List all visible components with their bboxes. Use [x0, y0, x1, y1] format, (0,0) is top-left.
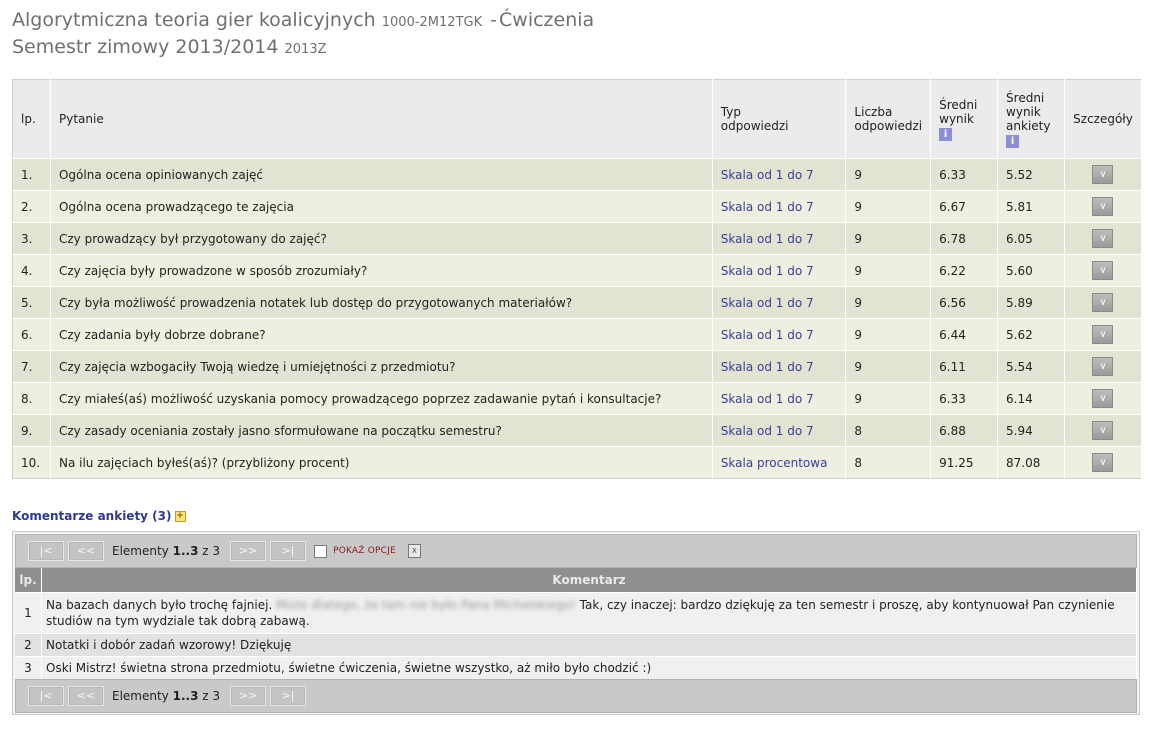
- question-text: Na ilu zajęciach byłeś(aś)? (przybliżony procent): [50, 447, 712, 479]
- answer-count: 8: [846, 447, 931, 479]
- question-text: Czy miałeś(aś) możliwość uzyskania pomocy prowadzącego poprzez zadawanie pytań i konsultacje?: [50, 383, 712, 415]
- redacted-text: Może dlatego, że tam nie było Pana Michalskiego!: [276, 598, 576, 612]
- question-lp: 3.: [13, 223, 51, 255]
- chevron-down-icon[interactable]: ∨: [1092, 261, 1113, 280]
- next-page-button[interactable]: >>: [230, 686, 266, 706]
- comment-text: [42, 593, 1137, 634]
- semester-code: 2013Z: [284, 42, 327, 57]
- elementy-range: 1..3: [172, 689, 199, 703]
- pagination-info: [112, 689, 220, 703]
- question-row: [13, 255, 1142, 287]
- col-header-typ: [712, 80, 846, 159]
- answer-count: 9: [846, 383, 931, 415]
- col-header-lp: lp.: [13, 80, 51, 159]
- course-title-line: [12, 8, 594, 35]
- details-cell: [1064, 383, 1141, 415]
- details-cell: [1064, 223, 1141, 255]
- question-text: Ogólna ocena opiniowanych zajęć: [50, 159, 712, 191]
- average-score: 6.88: [931, 415, 998, 447]
- expand-icon[interactable]: +: [176, 511, 184, 521]
- comment-lp: 3: [15, 657, 42, 680]
- answer-type-link[interactable]: Skala od 1 do 7: [712, 223, 846, 255]
- survey-average-score: 6.14: [998, 383, 1065, 415]
- col-header-typ-l2: odpowiedzi: [720, 119, 789, 133]
- answer-count: 8: [846, 415, 931, 447]
- question-row: [13, 383, 1142, 415]
- answer-count: 9: [846, 255, 931, 287]
- question-row: [13, 159, 1142, 191]
- average-score: 6.44: [931, 319, 998, 351]
- comments-nav-top: [15, 534, 1137, 568]
- question-lp: 1.: [13, 159, 51, 191]
- course-title: Algorytmiczna teoria gier koalicyjnych: [12, 9, 376, 31]
- details-cell: [1064, 191, 1141, 223]
- comment-text-part: Na bazach danych było trochę fajniej.: [46, 598, 273, 612]
- elementy-total: 3: [212, 689, 221, 703]
- answer-count: 9: [846, 319, 931, 351]
- average-score: 6.22: [931, 255, 998, 287]
- question-row: [13, 223, 1142, 255]
- questions-body: [13, 159, 1142, 479]
- question-lp: 5.: [13, 287, 51, 319]
- average-score: 6.78: [931, 223, 998, 255]
- answer-type-link[interactable]: Skala od 1 do 7: [712, 351, 846, 383]
- comment-row: [15, 593, 1137, 634]
- col-header-liczba-l1: Liczba: [854, 105, 893, 119]
- question-lp: 8.: [13, 383, 51, 415]
- answer-count: 9: [846, 159, 931, 191]
- col-header-komentarz: Komentarz: [42, 568, 1137, 593]
- average-score: 91.25: [931, 447, 998, 479]
- question-text: Czy zasady oceniania zostały jasno sformułowane na początku semestru?: [50, 415, 712, 447]
- chevron-down-icon[interactable]: ∨: [1092, 165, 1113, 184]
- question-text: Czy zajęcia były prowadzone w sposób zrozumiały?: [50, 255, 712, 287]
- prev-page-button[interactable]: <<: [68, 686, 104, 706]
- col-header-sa-l3: ankiety: [1006, 118, 1051, 133]
- average-score: 6.33: [931, 159, 998, 191]
- elementy-label: Elementy: [112, 689, 169, 703]
- comment-row: [15, 634, 1137, 657]
- survey-average-score: 5.60: [998, 255, 1065, 287]
- comment-lp: 1: [15, 593, 42, 634]
- question-row: [13, 319, 1142, 351]
- chevron-down-icon[interactable]: ∨: [1092, 197, 1113, 216]
- info-icon[interactable]: i: [939, 128, 952, 141]
- export-excel-icon[interactable]: X: [408, 544, 421, 558]
- comment-text-part: Tak, czy inaczej: bardzo dziękuję za ten semestr i proszę, aby kontynuował Pan czynienie studiów na tym wydziale tak dobrą zabawą.: [46, 598, 1115, 628]
- col-header-szczegoly: Szczegóły: [1064, 80, 1141, 159]
- comments-panel: [12, 531, 1140, 715]
- col-header-sredni-ankiety: [998, 80, 1065, 159]
- elementy-of: z: [202, 544, 209, 558]
- comment-lp: 2: [15, 634, 42, 657]
- col-header-liczba: [846, 80, 931, 159]
- page-header: [12, 8, 594, 62]
- question-row: [13, 415, 1142, 447]
- answer-count: 9: [846, 287, 931, 319]
- comments-nav-bottom: [15, 679, 1137, 713]
- last-page-button[interactable]: >|: [270, 686, 306, 706]
- comments-table: [15, 568, 1137, 679]
- answer-type-link[interactable]: Skala od 1 do 7: [712, 255, 846, 287]
- answer-type-link[interactable]: Skala od 1 do 7: [712, 383, 846, 415]
- survey-average-score: 5.62: [998, 319, 1065, 351]
- question-lp: 6.: [13, 319, 51, 351]
- survey-average-score: 5.52: [998, 159, 1065, 191]
- comment-text: Oski Mistrz! świetna strona przedmiotu, świetne ćwiczenia, świetne wszystko, aż miło było chodzić :): [42, 657, 1137, 680]
- chevron-down-icon[interactable]: ∨: [1092, 229, 1113, 248]
- question-lp: 9.: [13, 415, 51, 447]
- question-lp: 4.: [13, 255, 51, 287]
- first-page-button[interactable]: |<: [28, 541, 64, 561]
- last-page-button[interactable]: >|: [270, 541, 306, 561]
- show-options-label[interactable]: POKAŻ OPCJE: [333, 546, 396, 556]
- class-type: Ćwiczenia: [499, 9, 595, 31]
- answer-count: 9: [846, 351, 931, 383]
- question-row: [13, 191, 1142, 223]
- show-options-checkbox[interactable]: [314, 545, 327, 558]
- details-cell: [1064, 287, 1141, 319]
- title-separator: -: [490, 9, 498, 31]
- answer-type-link[interactable]: Skala od 1 do 7: [712, 159, 846, 191]
- chevron-down-icon[interactable]: ∨: [1092, 357, 1113, 376]
- question-lp: 10.: [13, 447, 51, 479]
- semester: Semestr zimowy 2013/2014: [12, 36, 279, 58]
- details-cell: [1064, 415, 1141, 447]
- col-header-typ-l1: Typ: [720, 105, 741, 119]
- elementy-range: 1..3: [172, 544, 199, 558]
- questions-table: [12, 79, 1142, 479]
- answer-count: 9: [846, 191, 931, 223]
- survey-average-score: 6.05: [998, 223, 1065, 255]
- question-row: [13, 287, 1142, 319]
- question-text: Czy prowadzący był przygotowany do zajęć?: [50, 223, 712, 255]
- average-score: 6.11: [931, 351, 998, 383]
- question-text: Czy zajęcia wzbogaciły Twoją wiedzę i umiejętności z przedmiotu?: [50, 351, 712, 383]
- semester-line: [12, 35, 594, 62]
- survey-average-score: 5.89: [998, 287, 1065, 319]
- answer-type-link[interactable]: Skala od 1 do 7: [712, 415, 846, 447]
- col-header-comment-lp: lp.: [15, 568, 42, 593]
- question-row: [13, 351, 1142, 383]
- question-text: Czy zadania były dobrze dobrane?: [50, 319, 712, 351]
- info-icon[interactable]: i: [1006, 135, 1019, 148]
- chevron-down-icon[interactable]: ∨: [1092, 325, 1113, 344]
- question-lp: 2.: [13, 191, 51, 223]
- survey-average-score: 5.81: [998, 191, 1065, 223]
- comment-text: Notatki i dobór zadań wzorowy! Dziękuję: [42, 634, 1137, 657]
- col-header-pytanie: Pytanie: [50, 80, 712, 159]
- answer-type-link[interactable]: Skala od 1 do 7: [712, 287, 846, 319]
- average-score: 6.56: [931, 287, 998, 319]
- col-header-liczba-l2: odpowiedzi: [854, 119, 923, 133]
- course-code: 1000-2M12TGK: [381, 15, 483, 30]
- survey-average-score: 5.94: [998, 415, 1065, 447]
- col-header-sredni: [931, 80, 998, 159]
- elementy-total: 3: [212, 544, 221, 558]
- elementy-label: Elementy: [112, 544, 169, 558]
- question-row: [13, 447, 1142, 479]
- average-score: 6.33: [931, 383, 998, 415]
- details-cell: [1064, 159, 1141, 191]
- col-header-sredni-l1: Średni: [939, 97, 978, 112]
- survey-average-score: 5.54: [998, 351, 1065, 383]
- question-lp: 7.: [13, 351, 51, 383]
- col-header-sredni-l2: wynik: [939, 111, 974, 126]
- answer-type-link[interactable]: Skala procentowa: [712, 447, 846, 479]
- answer-type-link[interactable]: Skala od 1 do 7: [712, 191, 846, 223]
- next-page-button[interactable]: >>: [230, 541, 266, 561]
- chevron-down-icon[interactable]: ∨: [1092, 293, 1113, 312]
- comments-heading[interactable]: [12, 509, 186, 523]
- elementy-of: z: [202, 689, 209, 703]
- first-page-button[interactable]: |<: [28, 686, 64, 706]
- col-header-sa-l1: Średni: [1006, 90, 1045, 105]
- average-score: 6.67: [931, 191, 998, 223]
- pagination-info: [112, 544, 220, 558]
- comments-header-row: [15, 568, 1137, 593]
- survey-average-score: 87.08: [998, 447, 1065, 479]
- col-header-sa-l2: wynik: [1006, 104, 1041, 119]
- prev-page-button[interactable]: <<: [68, 541, 104, 561]
- details-cell: [1064, 447, 1141, 479]
- chevron-down-icon[interactable]: ∨: [1092, 389, 1113, 408]
- answer-type-link[interactable]: Skala od 1 do 7: [712, 319, 846, 351]
- answer-count: 9: [846, 223, 931, 255]
- question-text: Ogólna ocena prowadzącego te zajęcia: [50, 191, 712, 223]
- chevron-down-icon[interactable]: ∨: [1092, 421, 1113, 440]
- chevron-down-icon[interactable]: ∨: [1092, 453, 1113, 472]
- comment-row: [15, 657, 1137, 680]
- comments-heading-label[interactable]: Komentarze ankiety (3): [12, 509, 172, 523]
- details-cell: [1064, 351, 1141, 383]
- details-cell: [1064, 319, 1141, 351]
- details-cell: [1064, 255, 1141, 287]
- question-text: Czy była możliwość prowadzenia notatek lub dostęp do przygotowanych materiałów?: [50, 287, 712, 319]
- questions-header-row: [13, 80, 1142, 159]
